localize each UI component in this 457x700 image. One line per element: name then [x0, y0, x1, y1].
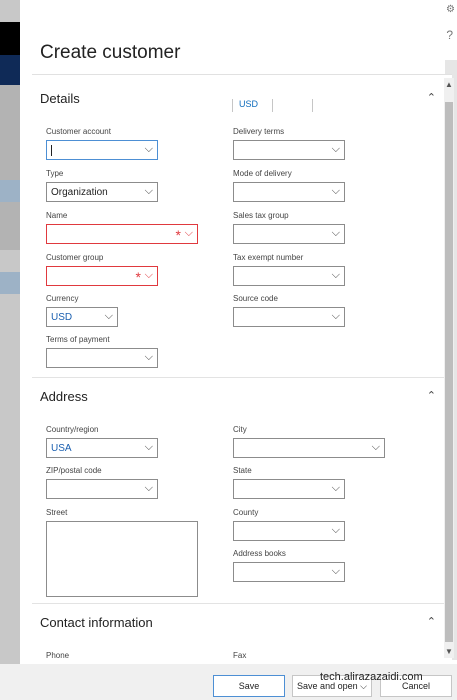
- country-region-field: [46, 425, 158, 458]
- text-cursor: [51, 145, 52, 156]
- contact-section-title: Contact information: [40, 615, 153, 630]
- chevron-up-icon[interactable]: ⌃: [426, 616, 436, 628]
- chevron-down-icon[interactable]: ⌵: [331, 310, 340, 322]
- type-label: Type: [46, 169, 64, 178]
- zip-select[interactable]: [46, 479, 158, 499]
- chevron-down-icon[interactable]: ⌵: [184, 227, 193, 239]
- address-section-header[interactable]: [32, 381, 444, 411]
- street-field: [46, 508, 198, 597]
- type-field: [46, 169, 158, 202]
- section-divider: [32, 603, 444, 604]
- settings-icon[interactable]: ⚙: [446, 4, 455, 15]
- scroll-up-icon[interactable]: ▲: [445, 80, 453, 89]
- contact-section-header[interactable]: [32, 607, 444, 637]
- sales-tax-group-label: Sales tax group: [233, 211, 289, 220]
- mode-of-delivery-select[interactable]: [233, 182, 345, 202]
- details-section-title: Details: [40, 91, 80, 106]
- chevron-down-icon[interactable]: ⌵: [371, 441, 380, 453]
- sales-tax-group-field: [233, 211, 345, 244]
- zip-field: [46, 466, 158, 499]
- type-value: Organization: [51, 187, 108, 198]
- cancel-button[interactable]: Cancel: [380, 675, 452, 697]
- save-and-open-label: Save and open: [297, 681, 358, 691]
- customer-group-label: Customer group: [46, 253, 104, 262]
- address-books-select[interactable]: [233, 562, 345, 582]
- address-section-title: Address: [40, 389, 88, 404]
- name-field: [46, 211, 198, 244]
- background-app-area: [0, 85, 20, 180]
- background-row-highlight: [0, 180, 20, 202]
- chevron-down-icon[interactable]: ⌵: [331, 269, 340, 281]
- fax-label: Fax: [233, 651, 247, 660]
- terms-of-payment-select[interactable]: [46, 348, 158, 368]
- dialog-scroll-area: [32, 74, 452, 664]
- required-asterisk-icon: *: [175, 227, 181, 243]
- country-region-label: Country/region: [46, 425, 99, 434]
- chevron-down-icon[interactable]: ⌵: [144, 441, 153, 453]
- background-app-navbar: [0, 55, 20, 85]
- chevron-down-icon[interactable]: ⌵: [331, 524, 340, 536]
- chevron-down-icon[interactable]: ⌵: [144, 351, 153, 363]
- terms-of-payment-field: [46, 335, 158, 368]
- details-summary-tabs: [232, 99, 352, 112]
- chevron-down-icon[interactable]: ⌵: [331, 143, 340, 155]
- summary-tab: [272, 99, 312, 112]
- county-label: County: [233, 508, 259, 517]
- summary-currency: USD: [232, 99, 272, 112]
- tax-exempt-number-field: [233, 253, 345, 286]
- background-row-highlight: [0, 272, 20, 294]
- chevron-down-icon[interactable]: ⌵: [331, 565, 340, 577]
- country-region-select[interactable]: [46, 438, 158, 458]
- currency-select[interactable]: [46, 307, 118, 327]
- scroll-down-icon[interactable]: ▼: [445, 647, 453, 656]
- tax-exempt-number-label: Tax exempt number: [233, 253, 304, 262]
- county-field: [233, 508, 345, 541]
- delivery-terms-field: [233, 127, 345, 160]
- customer-account-label: Customer account: [46, 127, 111, 136]
- chevron-down-icon[interactable]: ⌵: [331, 227, 340, 239]
- background-app-header: [0, 22, 20, 55]
- required-asterisk-icon: *: [135, 269, 141, 285]
- city-field: [233, 425, 385, 458]
- watermark-text: tech.alirazazaidi.com: [320, 671, 423, 683]
- name-input[interactable]: [46, 224, 198, 244]
- source-code-field: [233, 294, 345, 327]
- chevron-up-icon[interactable]: ⌃: [426, 92, 436, 104]
- save-button[interactable]: Save: [213, 675, 285, 697]
- type-select[interactable]: [46, 182, 158, 202]
- street-label: Street: [46, 508, 68, 517]
- state-select[interactable]: [233, 479, 345, 499]
- chevron-down-icon[interactable]: ⌵: [144, 482, 153, 494]
- background-app-area: [0, 202, 20, 250]
- chevron-down-icon[interactable]: ⌵: [144, 269, 153, 281]
- street-textarea[interactable]: [46, 521, 198, 597]
- chevron-down-icon[interactable]: ⌵: [331, 482, 340, 494]
- country-region-value: USA: [51, 443, 72, 454]
- dialog-scrollbar[interactable]: [444, 78, 454, 658]
- city-label: City: [233, 425, 247, 434]
- address-books-field: [233, 549, 345, 582]
- address-books-label: Address books: [233, 549, 286, 558]
- delivery-terms-label: Delivery terms: [233, 127, 285, 136]
- state-field: [233, 466, 345, 499]
- customer-account-input[interactable]: [46, 140, 158, 160]
- delivery-terms-select[interactable]: [233, 140, 345, 160]
- chevron-up-icon[interactable]: ⌃: [426, 390, 436, 402]
- currency-value: USD: [51, 312, 73, 323]
- chevron-down-icon[interactable]: ⌵: [360, 681, 367, 691]
- mode-of-delivery-label: Mode of delivery: [233, 169, 292, 178]
- phone-label: Phone: [46, 651, 70, 660]
- summary-tab: [312, 99, 352, 112]
- sales-tax-group-select[interactable]: [233, 224, 345, 244]
- zip-label: ZIP/postal code: [46, 466, 102, 475]
- customer-account-field: [46, 127, 158, 160]
- chevron-down-icon[interactable]: ⌵: [144, 185, 153, 197]
- chevron-down-icon[interactable]: ⌵: [144, 143, 153, 155]
- state-label: State: [233, 466, 252, 475]
- customer-group-field: [46, 253, 158, 286]
- source-code-label: Source code: [233, 294, 278, 303]
- customer-group-input[interactable]: [46, 266, 158, 286]
- city-select[interactable]: [233, 438, 385, 458]
- mode-of-delivery-field: [233, 169, 345, 202]
- dialog-title: Create customer: [40, 42, 181, 63]
- details-section-header[interactable]: [32, 83, 444, 113]
- help-icon[interactable]: ?: [446, 28, 453, 42]
- scrollbar-thumb[interactable]: [445, 102, 453, 642]
- chevron-down-icon[interactable]: ⌵: [331, 185, 340, 197]
- create-customer-dialog: [20, 0, 453, 700]
- currency-label: Currency: [46, 294, 79, 303]
- name-label: Name: [46, 211, 68, 220]
- currency-field: [46, 294, 118, 327]
- county-select[interactable]: [233, 521, 345, 541]
- tax-exempt-number-select[interactable]: [233, 266, 345, 286]
- section-divider: [32, 377, 444, 378]
- terms-of-payment-label: Terms of payment: [46, 335, 110, 344]
- chevron-down-icon[interactable]: ⌵: [104, 310, 113, 322]
- source-code-select[interactable]: [233, 307, 345, 327]
